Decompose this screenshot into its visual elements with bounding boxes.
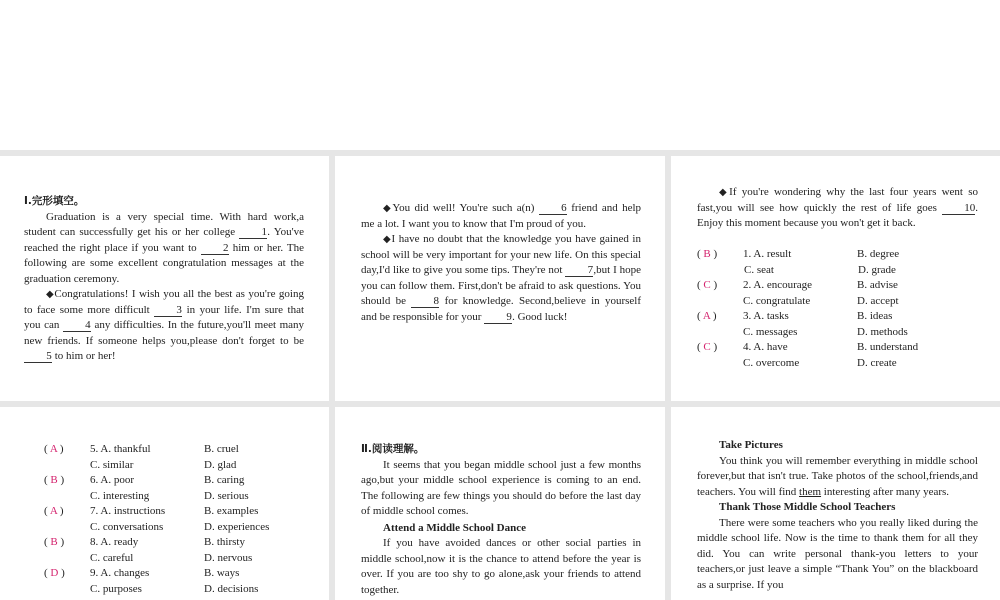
option-row-2: ( C ) 2. A. encourage B. advise	[697, 279, 898, 291]
answer-5: A	[49, 443, 58, 455]
panel-reading-intro	[335, 407, 665, 600]
cloze-intro-paragraph: Graduation is a very special time. With hard work,a student can successfully get his or her college 1. You've reached the right place if you want to 2 him or her. The following are some excellent congratulation messages at the graduation ceremony.	[24, 210, 305, 285]
subheading-dance: Attend a Middle School Dance	[383, 521, 526, 534]
blank-2: 2	[201, 242, 229, 255]
answer-6: B	[50, 474, 58, 486]
option-row-3: ( A ) 3. A. tasks B. ideas	[697, 310, 893, 322]
option-row-9: ( D ) 9. A. changes B. ways	[44, 567, 240, 579]
subheading-teachers: Thank Those Middle School Teachers	[719, 501, 896, 513]
blank-7: 7	[565, 264, 593, 277]
pictures-paragraph: You think you will remember everything in middle school forever,but that isn't true. Take photos of the school,friends,and teachers. You will find them interesting after many years.	[697, 454, 978, 498]
answer-4: C	[703, 341, 711, 353]
diamond-icon: ◆	[719, 187, 730, 198]
diamond-icon: ◆	[383, 234, 392, 245]
options-list-5-9: ( A ) 5. A. thankful B. cruel C. similar D. glad ( B ) 6. A. poor B. caring C. interesting D. serious ( A ) 7. A. instructions B. examples C. conversations D. experiences ( B ) 8. A. ready B. thirsty C. careful D. nervous ( D ) 9. A. changes B. ways C. purposes D. decisions	[44, 442, 304, 597]
blank-8: 8	[411, 295, 439, 308]
panel-reading-continued	[671, 407, 1000, 600]
blank-6: 6	[539, 202, 567, 215]
top-blank-area	[0, 0, 1000, 150]
panel-cloze-continued	[335, 156, 665, 401]
cloze-paragraph-5: ◆If you're wondering why the last four years went so fast,you will see how quickly the rest of life goes 10. Enjoy this moment because you won't get it back.	[697, 186, 978, 229]
cloze-paragraph-3: ◆You did well! You're such a(n) 6 friend and help me a lot. I want you to know that I'm proud of you.	[361, 202, 642, 230]
blank-5: 5	[24, 350, 52, 363]
answer-3: A	[702, 310, 711, 322]
options-list-1-4: ( B ) 1. A. result B. degree C. seat D. grade ( C ) 2. A. encourage B. advise C. congratulate D. accept ( A ) 3. A. tasks B. ideas C. messages D. methods ( C ) 4. A. have B. understand C. overcome D. create	[697, 247, 958, 371]
diamond-icon: ◆	[383, 203, 393, 214]
underlined-them: them	[799, 485, 822, 498]
option-row-6: ( B ) 6. A. poor B. caring	[44, 474, 245, 486]
answer-1: B	[703, 248, 711, 260]
teachers-paragraph: There were some teachers who you really liked during the middle school life. Now is the time to thank them for all they did. You can write personal thank-you letters to your teachers,or just leave a simple “Thank You” on the blackboard as a surprise. If you	[697, 516, 978, 591]
subheading-pictures: Take Pictures	[719, 439, 783, 451]
section-heading-cloze: Ⅰ.完形填空。	[24, 195, 85, 207]
reading-intro-paragraph: It seems that you began middle school just a few months ago,but your middle school experience is coming to an end. The following are few things you should do before the last day of middle school comes.	[361, 458, 641, 517]
blank-4: 4	[63, 319, 91, 332]
option-row-1: ( B ) 1. A. result B. degree	[697, 248, 900, 260]
section-heading-reading: Ⅱ.阅读理解。	[361, 443, 425, 455]
dance-paragraph: If you have avoided dances or other social parties in middle school,now it is the chance to attend before the year is over. If you are too shy to go alone,ask your friends to attend together.	[361, 537, 641, 596]
blank-10: 10	[942, 202, 975, 215]
option-row-7: ( A ) 7. A. instructions B. examples	[44, 505, 259, 517]
answer-2: C	[703, 279, 711, 291]
diamond-icon: ◆	[46, 289, 55, 300]
option-row-8: ( B ) 8. A. ready B. thirsty	[44, 536, 245, 548]
blank-1: 1	[239, 226, 267, 239]
option-row-4: ( C ) 4. A. have B. understand	[697, 341, 919, 353]
cloze-paragraph-2: ◆Congratulations! I wish you all the best as you're going to face some more difficult 3 in your life. I'm sure that you can 4 any difficulties. In the future,you'll meet many new friends. If someone helps you,please don't forget to be 5 to him or her!	[24, 288, 305, 362]
blank-9: 9	[484, 311, 512, 324]
answer-8: B	[50, 536, 58, 548]
panel-cloze-options-1	[671, 156, 1000, 401]
panel-cloze-options-2	[0, 407, 329, 600]
answer-7: A	[49, 505, 58, 517]
option-row-5: ( A ) 5. A. thankful B. cruel	[44, 443, 239, 455]
answer-9: D	[50, 567, 59, 579]
blank-3: 3	[154, 304, 182, 317]
cloze-paragraph-4: ◆I have no doubt that the knowledge you have gained in school will be very important for your new life. On this special day,I'd like to give you some tips. They're not 7,but I hope you can follow them. First,don't be afraid to ask questions. You should be 8 for knowledge. Second,believe in yourself and be responsible for your 9. Good luck!	[361, 233, 641, 323]
panel-cloze-intro	[0, 156, 329, 401]
